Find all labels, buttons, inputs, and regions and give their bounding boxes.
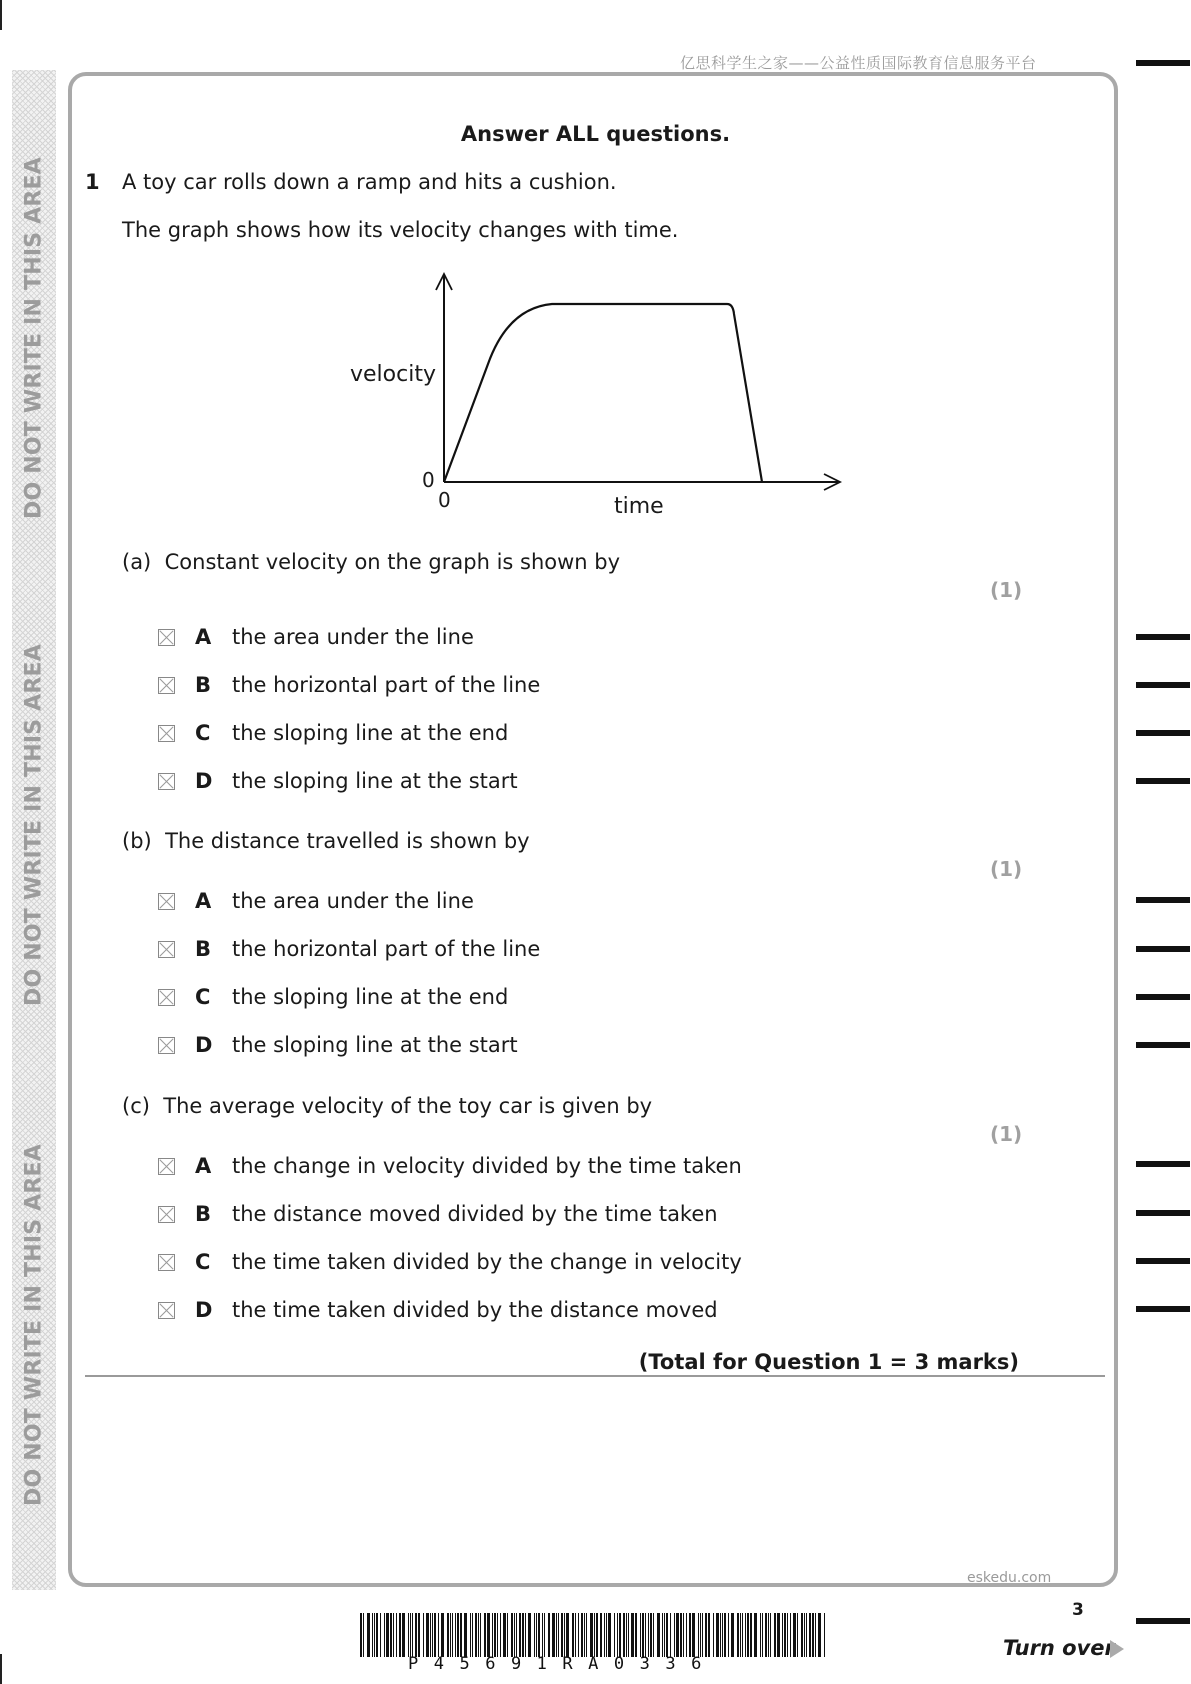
barcode-bar [438,1613,439,1657]
barcode-bar [393,1613,394,1657]
side-warning-3: DO NOT WRITE IN THIS AREA [21,1144,47,1506]
barcode-bar [584,1613,585,1657]
barcode-bar [376,1613,378,1657]
option-text: the time taken divided by the distance moved [232,1298,718,1322]
barcode-bar [460,1613,462,1657]
option-letter: C [195,721,211,745]
barcode-bar [777,1613,780,1657]
barcode-bar [536,1613,537,1657]
timing-mark [1136,897,1190,903]
barcode-bar [640,1613,641,1657]
barcode-bar [415,1613,417,1657]
barcode-bar [614,1613,615,1657]
barcode-bar [396,1613,397,1657]
turn-over-arrow-icon [1110,1640,1124,1658]
barcode-bar [578,1613,579,1657]
barcode-bar [528,1613,531,1657]
barcode-bar [386,1613,389,1657]
checkbox[interactable] [158,1158,175,1175]
checkbox[interactable] [158,629,175,646]
x-origin-label: 0 [438,488,451,512]
checkbox[interactable] [158,1302,175,1319]
barcode-bar [724,1613,726,1657]
barcode-bar [653,1613,654,1657]
barcode-bar [722,1613,723,1657]
barcode-bar [787,1613,788,1657]
crop-mark [0,0,2,30]
timing-mark [1136,1258,1190,1264]
barcode-bar [475,1613,477,1657]
timing-mark [1136,946,1190,952]
barcode-bar [686,1613,687,1657]
part-c-marks: (1) [990,1122,1023,1146]
x-axis-label: time [614,494,664,519]
barcode-bar [648,1613,649,1657]
barcode-bar [670,1613,671,1657]
barcode-bar [635,1613,637,1657]
barcode-bar [731,1613,734,1657]
part-a-text: Constant velocity on the graph is shown by [164,550,621,574]
side-warning-2: DO NOT WRITE IN THIS AREA [21,644,47,1006]
barcode-bar [604,1613,605,1657]
barcode-bar [399,1613,401,1657]
barcode-bar [380,1613,381,1657]
timing-mark [1136,1306,1190,1312]
barcode-number: P45691RA0336 [408,1654,717,1674]
barcode-bar [782,1613,783,1657]
barcode-bar [430,1613,431,1657]
barcode-bar [552,1613,555,1657]
barcode-bar [511,1613,513,1657]
part-c-prompt [122,1094,652,1118]
barcode-bar [390,1613,392,1657]
barcode-bar [384,1613,385,1657]
barcode-bar [750,1613,752,1657]
option-text: the area under the line [232,625,474,649]
barcode-bar [367,1613,370,1657]
barcode-bar [447,1613,449,1657]
question-stem-2: The graph shows how its velocity changes with time. [122,218,679,242]
option-text: the area under the line [232,889,474,913]
barcode-bar [662,1613,663,1657]
barcode-bar [765,1613,767,1657]
barcode-bar [455,1613,456,1657]
page-number: 3 [1072,1600,1084,1620]
option-letter: D [195,769,213,793]
barcode-bar [452,1613,453,1657]
barcode-bar [809,1613,811,1657]
barcode-bar [742,1613,743,1657]
timing-mark [1136,634,1190,640]
barcode-bar [790,1613,791,1657]
barcode-bar [674,1613,675,1657]
side-warning-1: DO NOT WRITE IN THIS AREA [21,157,47,519]
barcode-bar [645,1613,646,1657]
turn-over-label: Turn over [1003,1636,1115,1660]
barcode-bar [516,1613,517,1657]
question-stem-1: A toy car rolls down a ramp and hits a cushion. [122,170,617,194]
option-letter: A [195,1154,212,1178]
page-heading: Answer ALL questions. [460,122,731,146]
barcode-bar [716,1613,719,1657]
barcode-bar [824,1613,825,1657]
barcode-bar [372,1613,373,1657]
barcode-bar [692,1613,695,1657]
part-a-label: (a) [122,550,152,574]
timing-mark [1136,730,1190,736]
barcode-bar [500,1613,501,1657]
option-letter: B [195,937,212,961]
barcode-bar [480,1613,481,1657]
barcode-bar [525,1613,526,1657]
barcode-bar [797,1613,798,1657]
barcode-bar [606,1613,607,1657]
barcode-bar [664,1613,665,1657]
option-letter: D [195,1033,213,1057]
barcode-bar [575,1613,576,1657]
barcode-bar [657,1613,660,1657]
barcode-bar [747,1613,749,1657]
barcode-bar [737,1613,739,1657]
timing-mark [1136,994,1190,1000]
checkbox[interactable] [158,773,175,790]
part-c-label: (c) [122,1094,150,1118]
barcode-bar [522,1613,524,1657]
barcode-bar [774,1613,776,1657]
barcode-bar [564,1613,565,1657]
barcode-bar [770,1613,771,1657]
option-text: the sloping line at the start [232,1033,518,1057]
part-a-marks: (1) [990,578,1023,602]
barcode-bar [450,1613,451,1657]
option-letter: C [195,985,211,1009]
barcode-bar [408,1613,409,1657]
barcode-bar [676,1613,679,1657]
timing-mark [1136,682,1190,688]
barcode-bar [700,1613,701,1657]
barcode-bar [432,1613,433,1657]
barcode-bar [631,1613,634,1657]
timing-mark [1136,60,1190,66]
barcode-bar [623,1613,625,1657]
barcode-bar [410,1613,411,1657]
part-b-prompt [122,829,530,853]
option-text: the distance moved divided by the time taken [232,1202,718,1226]
barcode-bar [402,1613,405,1657]
barcode-bar [457,1613,459,1657]
checkbox[interactable] [158,989,175,1006]
barcode-bar [494,1613,496,1657]
option-letter: C [195,1250,211,1274]
barcode-bar [464,1613,467,1657]
barcode-bar [740,1613,741,1657]
barcode-bar [497,1613,498,1657]
barcode-bar [650,1613,652,1657]
barcode-bar [558,1613,559,1657]
barcode-bar [666,1613,668,1657]
timing-mark [1136,1042,1190,1048]
barcode-bar [566,1613,569,1657]
checkbox[interactable] [158,1254,175,1271]
barcode-bar [600,1613,602,1657]
barcode-bar [801,1613,803,1657]
timing-mark [1136,1618,1190,1624]
option-text: the sloping line at the start [232,769,518,793]
timing-mark [1136,1161,1190,1167]
question-number: 1 [85,170,100,194]
part-b-label: (b) [122,829,152,853]
barcode-bar [812,1613,814,1657]
barcode-bar [534,1613,535,1657]
barcode-bar [680,1613,682,1657]
option-text: the sloping line at the end [232,985,509,1009]
barcode-bar [538,1613,540,1657]
barcode-bar [484,1613,486,1657]
y-axis [436,274,452,482]
barcode-bar [363,1613,364,1657]
barcode-bar [760,1613,761,1657]
crop-mark [0,1654,2,1684]
barcode-bar [548,1613,550,1657]
barcode-bar [374,1613,375,1657]
barcode-bar [698,1613,699,1657]
barcode-bar [507,1613,508,1657]
barcode-bar [619,1613,621,1657]
barcode-bar [586,1613,587,1657]
section-divider [85,1375,1105,1377]
velocity-time-graph [330,268,860,523]
barcode-bar [768,1613,769,1657]
barcode-bar [793,1613,796,1657]
option-text: the time taken divided by the change in velocity [232,1250,742,1274]
barcode-bar [762,1613,763,1657]
barcode-bar [617,1613,618,1657]
barcode-bar [503,1613,506,1657]
barcode-bar [561,1613,563,1657]
barcode-bar [628,1613,629,1657]
y-axis-label: velocity [350,362,436,387]
part-b-marks: (1) [990,857,1023,881]
x-axis [444,474,840,490]
barcode-bar [360,1613,362,1657]
barcode-bar [806,1613,807,1657]
barcode-bar [514,1613,515,1657]
barcode-bar [519,1613,521,1657]
barcode-bar [596,1613,598,1657]
checkbox[interactable] [158,1037,175,1054]
barcode-bar [702,1613,703,1657]
barcode-bar [720,1613,721,1657]
total-marks: (Total for Question 1 = 3 marks) [638,1350,1019,1374]
barcode-bar [804,1613,805,1657]
checkbox[interactable] [158,893,175,910]
barcode-bar [556,1613,557,1657]
option-text: the horizontal part of the line [232,673,541,697]
barcode-bar [594,1613,595,1657]
barcode-bar [708,1613,710,1657]
option-text: the horizontal part of the line [232,937,541,961]
option-letter: B [195,673,212,697]
barcode-bar [818,1613,821,1657]
barcode-bar [581,1613,583,1657]
checkbox[interactable] [158,1206,175,1223]
barcode-bar [441,1613,444,1657]
barcode-bar [472,1613,473,1657]
barcode-bar [713,1613,714,1657]
barcode-bar [470,1613,471,1657]
barcode-bar [705,1613,707,1657]
barcode-bar [544,1613,545,1657]
barcode-bar [492,1613,493,1657]
velocity-curve [444,304,762,482]
barcode-bar [487,1613,490,1657]
timing-mark [1136,778,1190,784]
option-letter: B [195,1202,212,1226]
barcode-bar [784,1613,786,1657]
part-c-text: The average velocity of the toy car is given by [163,1094,653,1118]
option-text: the change in velocity divided by the time taken [232,1154,742,1178]
part-b-text: The distance travelled is shown by [165,829,530,853]
part-a-prompt [122,550,620,574]
y-origin-label: 0 [422,468,435,492]
checkbox[interactable] [158,725,175,742]
barcode-bar [418,1613,420,1657]
watermark-top: 亿思科学生之家——公益性质国际教育信息服务平台 [680,54,1037,72]
barcode-bar [728,1613,729,1657]
barcode-bar [754,1613,757,1657]
footer-url: eskedu.com [967,1570,1052,1586]
option-text: the sloping line at the end [232,721,509,745]
barcode-bar [434,1613,436,1657]
checkbox[interactable] [158,677,175,694]
barcode-bar [426,1613,429,1657]
barcode [360,1613,830,1657]
barcode-bar [626,1613,627,1657]
checkbox[interactable] [158,941,175,958]
barcode-bar [608,1613,611,1657]
barcode-bar [689,1613,691,1657]
barcode-bar [590,1613,593,1657]
barcode-bar [683,1613,684,1657]
option-letter: D [195,1298,213,1322]
barcode-bar [478,1613,479,1657]
barcode-bar [423,1613,424,1657]
barcode-bar [572,1613,574,1657]
timing-mark [1136,1210,1190,1216]
option-letter: A [195,889,212,913]
barcode-bar [542,1613,543,1657]
barcode-bar [412,1613,413,1657]
option-letter: A [195,625,212,649]
barcode-bar [745,1613,746,1657]
barcode-bar [642,1613,644,1657]
barcode-bar [815,1613,816,1657]
